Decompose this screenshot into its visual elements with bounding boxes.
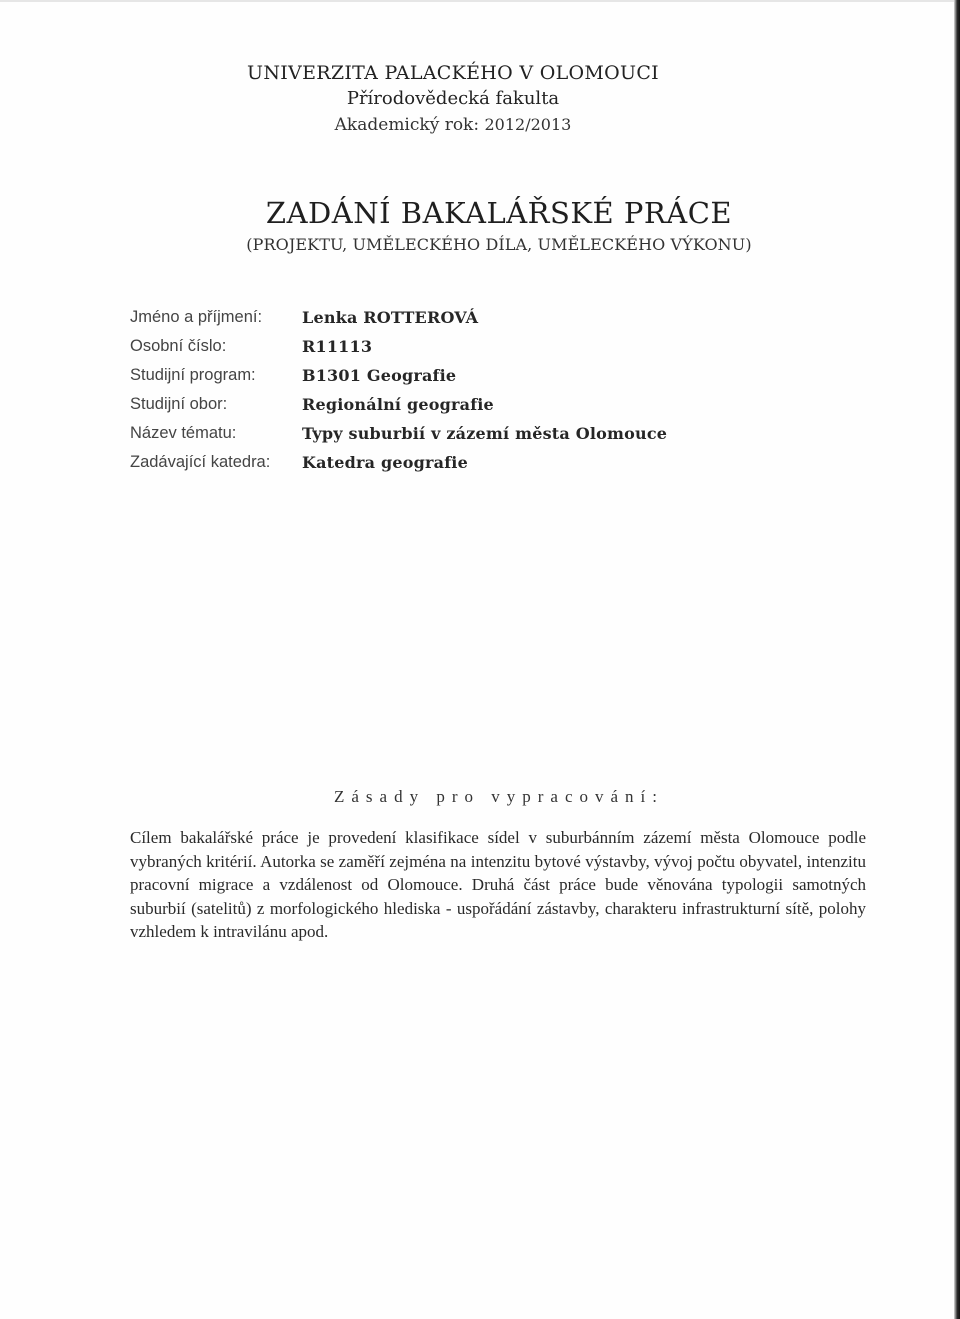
program-label: Studijní program: <box>130 366 256 384</box>
program-value: B1301 Geografie <box>302 366 457 385</box>
info-row-topic <box>130 419 667 448</box>
document-subtitle: (PROJEKTU, UMĚLECKÉHO DÍLA, UMĚLECKÉHO VÝKONU) <box>246 235 752 254</box>
info-row-field <box>130 390 667 419</box>
field-value: Regionální geografie <box>302 395 494 414</box>
principles-text: Cílem bakalářské práce je provedení klasifikace sídel v suburbánním zázemí města Olomouce podle vybraných kritérií. Autorka se zaměří zejména na intenzitu bytové výstavby, vývoj počtu obyvatel, intenzitu pracovní migrace a vzdálenost od Olomouce. Druhá část práce bude věnována typologii samotných suburbií (satelitů) z morfologického hlediska - uspořádání zástavby, charakteru infrastrukturní sítě, polohy vzhledem k intravilánu apod. <box>130 828 866 941</box>
info-row-name <box>130 303 667 332</box>
field-label: Studijní obor: <box>130 395 228 413</box>
info-row-program <box>130 361 667 390</box>
student-info-table <box>130 303 667 477</box>
info-row-id <box>130 332 667 361</box>
id-label: Osobní číslo: <box>130 337 227 355</box>
department-value: Katedra geografie <box>302 453 468 472</box>
title-block <box>0 195 960 254</box>
principles-heading: Zásady pro vypracování: <box>334 787 664 806</box>
document-header <box>0 60 906 138</box>
scan-top-edge <box>0 0 954 2</box>
topic-value: Typy suburbií v zázemí města Olomouce <box>302 424 668 443</box>
id-value: R11113 <box>302 337 373 356</box>
name-value: Lenka ROTTEROVÁ <box>302 308 479 327</box>
document-title: ZADÁNÍ BAKALÁŘSKÉ PRÁCE <box>265 196 733 230</box>
info-row-department <box>130 448 667 477</box>
academic-year-label: Akademický rok: <box>334 115 480 135</box>
topic-label: Název tématu: <box>130 424 237 442</box>
academic-year-value: 2012/2013 <box>484 115 572 134</box>
name-label: Jméno a příjmení: <box>130 308 263 326</box>
academic-year <box>0 112 906 138</box>
department-label: Zadávající katedra: <box>130 453 271 471</box>
faculty-name: Přírodovědecká fakulta <box>346 88 560 109</box>
university-name: UNIVERZITA PALACKÉHO V OLOMOUCI <box>247 62 659 84</box>
